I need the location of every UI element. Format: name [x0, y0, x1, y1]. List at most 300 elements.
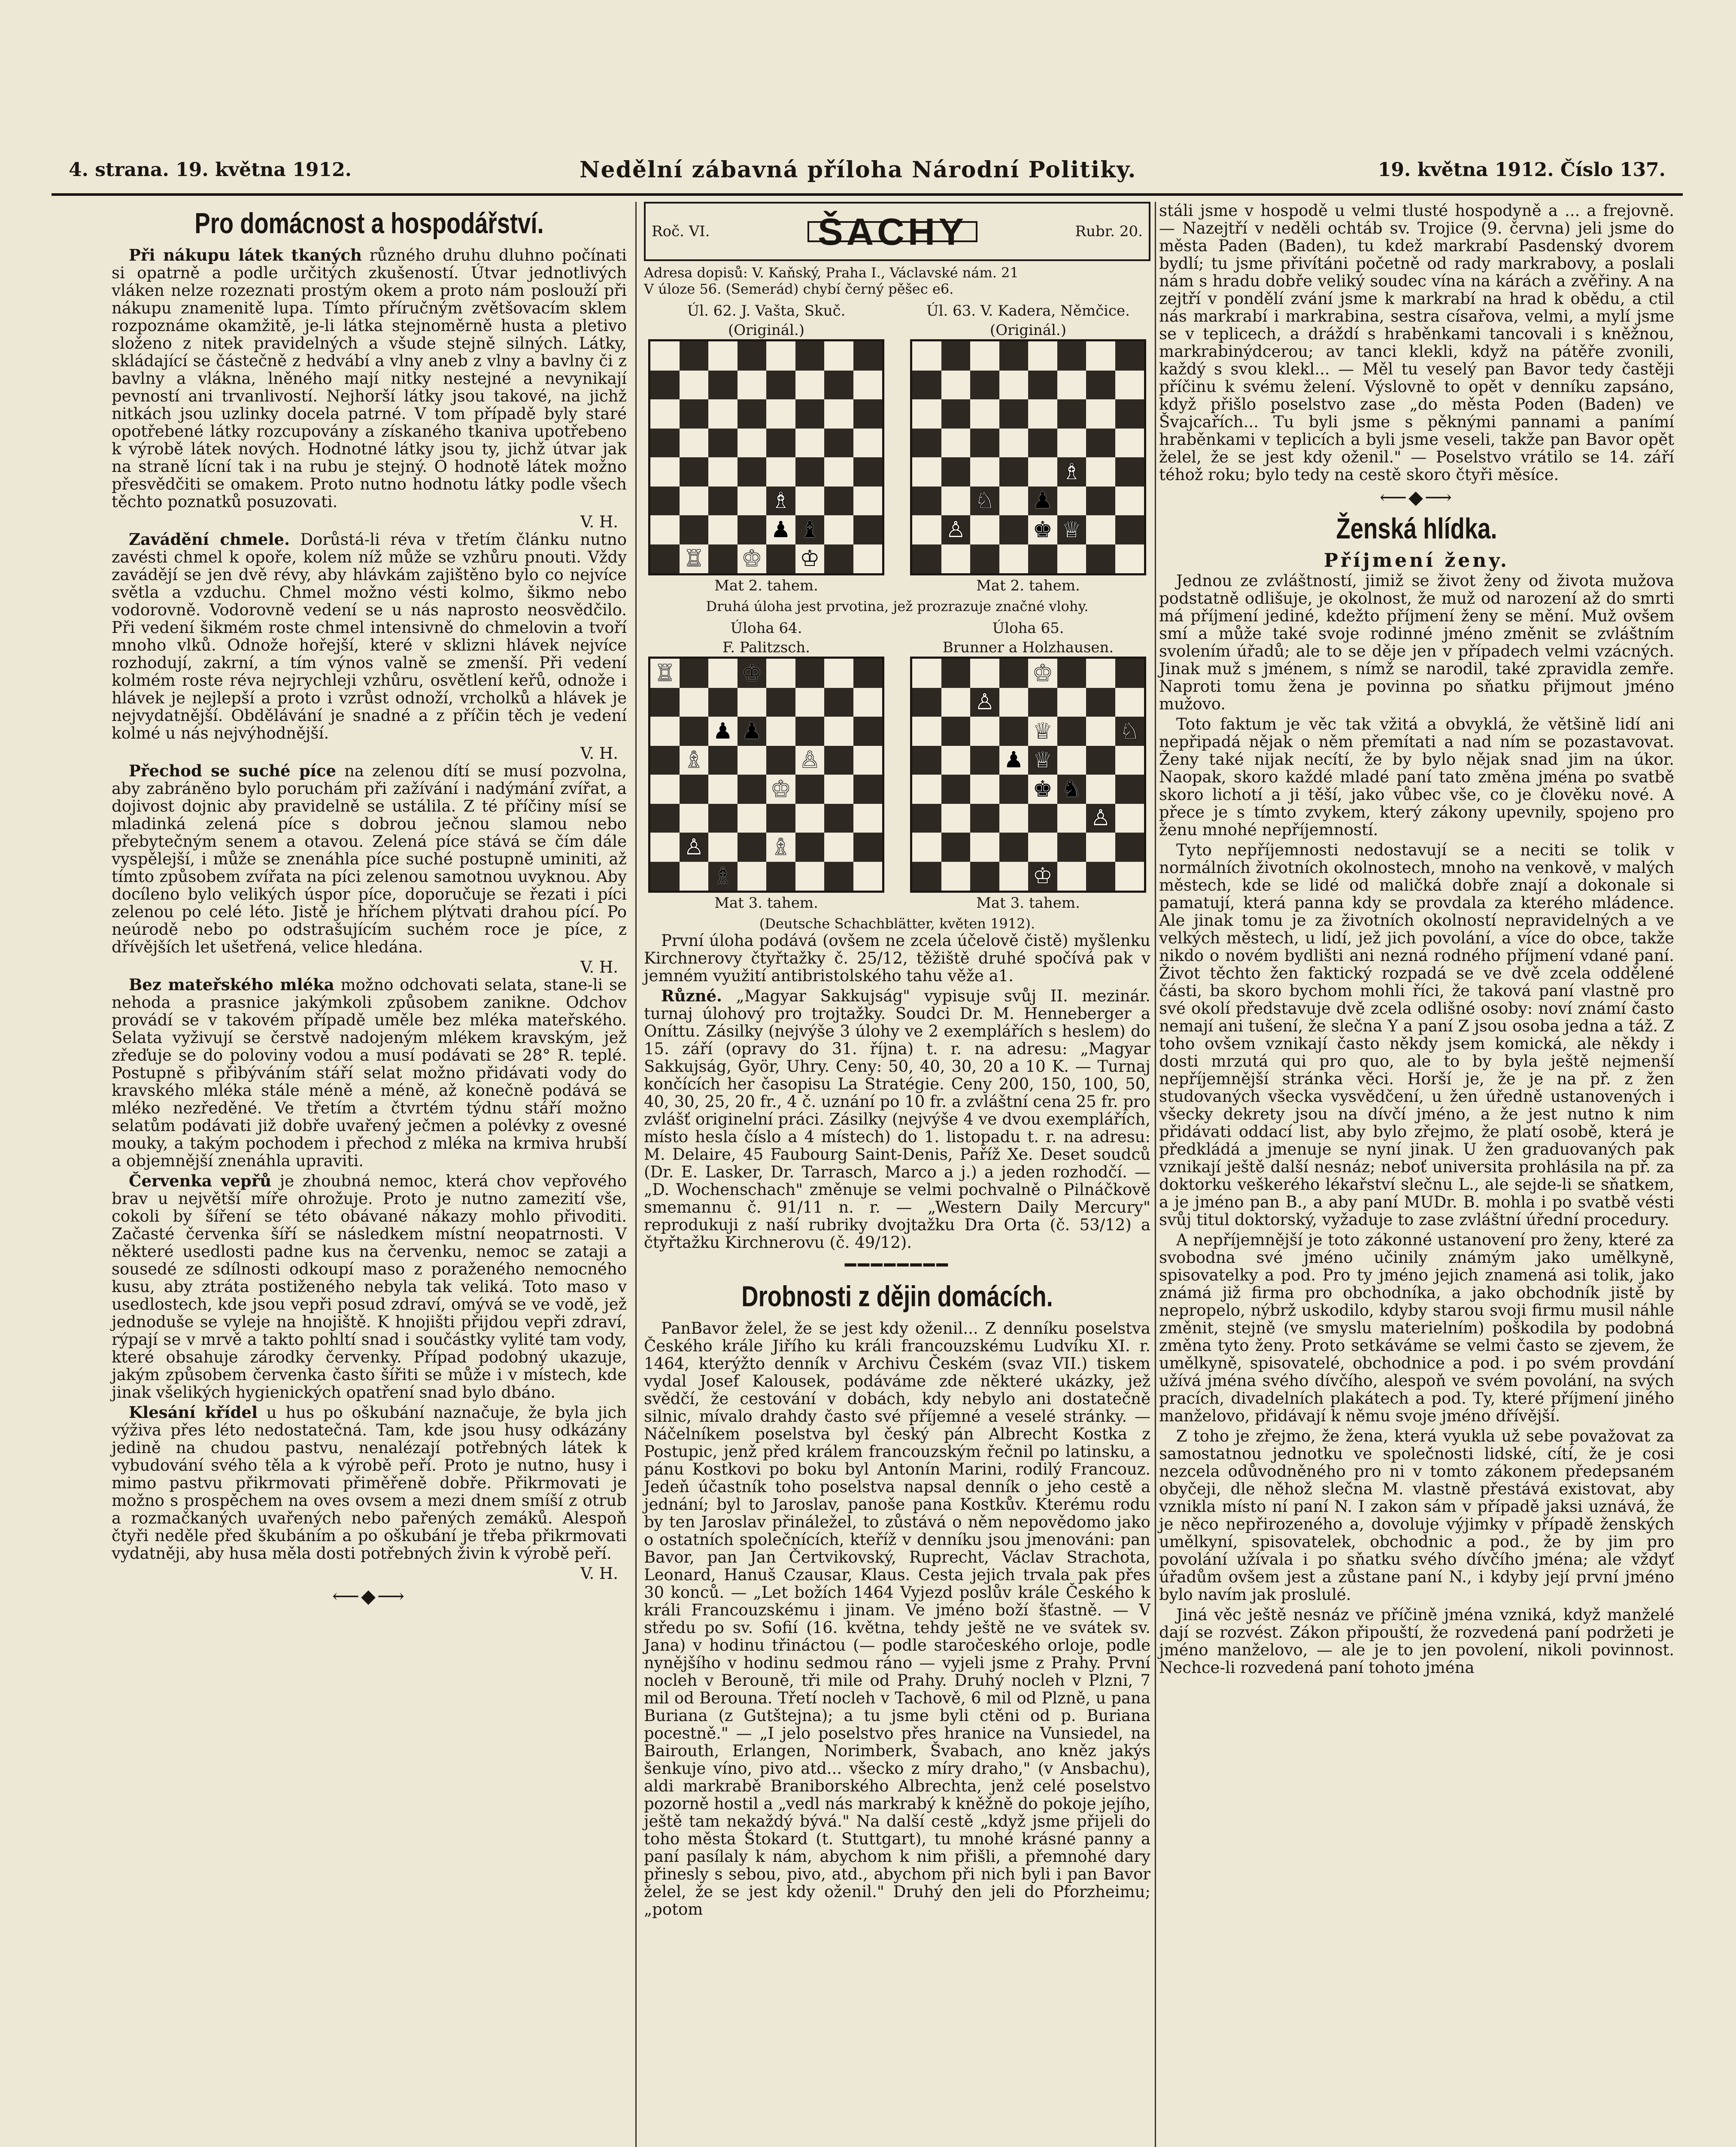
chess-piece-icon: ♟ — [771, 517, 791, 543]
board-square — [708, 341, 737, 371]
board-square — [824, 487, 853, 516]
board-square — [1086, 515, 1115, 544]
board-square — [1086, 659, 1115, 688]
board-square — [824, 775, 853, 804]
problem-63-task: Mat 2. tahem. — [976, 577, 1080, 594]
board-square — [999, 746, 1029, 775]
board-square — [824, 688, 853, 717]
chess-piece-icon: ♚ — [1032, 517, 1053, 543]
board-square — [1057, 833, 1087, 862]
board-square — [1086, 775, 1115, 804]
board-square — [1086, 429, 1115, 458]
board-square — [1028, 659, 1057, 688]
board-square — [650, 775, 680, 804]
chess-piece-icon: ♗ — [1061, 459, 1082, 485]
board-square — [737, 688, 767, 717]
board-square — [1057, 688, 1087, 717]
board-square — [1115, 515, 1144, 544]
board-square — [824, 457, 853, 487]
board-square — [1115, 399, 1144, 429]
board-square — [680, 746, 709, 775]
board-square — [970, 487, 999, 516]
board-square — [766, 371, 795, 400]
board-square — [1057, 399, 1087, 429]
chess-piece-icon: ♕ — [1032, 747, 1053, 773]
problem-63 — [906, 301, 1150, 595]
board-square — [999, 371, 1029, 400]
board-square — [999, 833, 1029, 862]
board-square — [1086, 688, 1115, 717]
problem-62-task: Mat 2. tahem. — [714, 577, 818, 594]
article-fabrics: Při nákupu látek tkaných různého druhu dluhno počínati si opatrně a podle určitých zkušeností. Útvar jednotlivých vláken nelze rozeznati prostým okem a proto nám poslouží při nákupu znamenitě lupa. Tímto příručným zvětšovacím sklem rozpoznáme okamžitě, je-li látka stejnoměrně husta a pletivo složeno z nitek pravidelných a všude stejně silných. Látky, skládající se částečně z hedvábí a vlny aneb z vlny a bavlny či z bavlny a vlákna, lněného mají nitky nestejné a nevynikají pevností ani trvanlivostí. Nejhorší látky jsou takové, na jichž nitkách jsou uzlinky docela patrné. V tom případě byly staré opotřebené látky rozcupovány a získaného tkaniva upotřebeno k výrobě látek nových. Hodnotné látky jsou ty, jichž útvar jak na straně lícní tak i na rubu je stejný. O hodnotě látek možno přesvědčiti se omakem. Proto nutno hodnotu látky podle všech těchto poznatků posuzovati. — [112, 246, 627, 511]
board-square — [766, 717, 795, 746]
board-square — [1028, 717, 1057, 746]
board-square — [970, 399, 999, 429]
problem-64-task: Mat 3. tahem. — [714, 894, 818, 912]
board-square — [999, 399, 1029, 429]
chess-piece-icon: ♗ — [713, 863, 733, 889]
chess-piece-icon: ♔ — [799, 546, 820, 572]
board-square — [708, 862, 737, 891]
womens-paragraph: Z toho je zřejmo, že žena, která vyukla už sebe považovat za samostatnou jednotku ve společnosti lidské, cítí, že je cosi nezcela odůvodněného pro ni v tomto zákonem předepsaném obyčeji, dle něhož slečna M. vlastně přestává existovat, aby vznikla místo ní paní N. I zakon sám v případě jaksi uznává, že je něco nepřirozeného a, dovoluje výjimky v případě ženských umělkyní, spisovatelek, obchodnic a pod., že by jim pro povolání užívala i po sňatku svého dívčího jména; ale vždyť úřadům ovšem jest a zůstane paní N., i kdyby její první jméno bylo navím jak proslulé. — [1159, 1427, 1674, 1604]
board-square — [912, 775, 941, 804]
board-square — [970, 515, 999, 544]
chess-piece-icon: ♝ — [799, 517, 820, 543]
board-square — [1115, 341, 1144, 371]
board-square — [912, 371, 941, 400]
board-square — [853, 775, 883, 804]
column-household — [112, 202, 627, 1610]
board-square — [708, 775, 737, 804]
board-square — [708, 688, 737, 717]
board-square — [999, 775, 1029, 804]
board-square — [1057, 717, 1087, 746]
chess-piece-icon: ♚ — [1032, 776, 1053, 802]
signature: V. H. — [580, 1564, 618, 1583]
womens-paragraph: Toto faktum je věc tak vžitá a obvyklá, že většině lidí ani nepřipadá nějak o něm přemítati a nad ním se pozastavovat. Ženy také nijak necítí, že by bylo nějak snad jim na úkor. Naopak, skoro každé mladé paní tato změna jména po svatbě skoro lichotí a ji těší, jako vůbec vše, co je člověku nové. A přece je s tímto zvykem, který zákony upevnily, spojeno pro ženu mnohé nepříjemností. — [1159, 715, 1674, 839]
board-square — [708, 429, 737, 458]
board-square — [1028, 833, 1057, 862]
board-square — [912, 399, 941, 429]
lead-bold: Přechod se suché píce — [129, 761, 336, 780]
chess-piece-icon: ♘ — [1119, 718, 1140, 744]
board-square — [824, 371, 853, 400]
board-square — [999, 457, 1029, 487]
board-square — [708, 804, 737, 833]
board-square — [941, 775, 971, 804]
board-square — [853, 399, 883, 429]
board-square — [1028, 487, 1057, 516]
chess-rubric: Rubr. 20. — [1075, 222, 1143, 240]
board-square — [795, 429, 825, 458]
chess-piece-icon: ♘ — [974, 488, 995, 514]
board-square — [766, 399, 795, 429]
board-square — [1086, 457, 1115, 487]
board-square — [824, 746, 853, 775]
board-square — [912, 659, 941, 688]
board-square — [1086, 487, 1115, 516]
board-square — [708, 371, 737, 400]
board-square — [999, 429, 1029, 458]
board-square — [766, 659, 795, 688]
board-square — [795, 371, 825, 400]
board-square — [970, 775, 999, 804]
board-square — [1115, 804, 1144, 833]
column-rule-1 — [635, 202, 637, 2147]
board-square — [1028, 688, 1057, 717]
board-square — [1086, 341, 1115, 371]
board-square — [999, 862, 1029, 891]
problem-63-author: Úl. 63. V. Kadera, Němčice. — [926, 302, 1130, 319]
column-womens — [1159, 202, 1674, 1679]
board-square — [853, 746, 883, 775]
board-square — [766, 746, 795, 775]
board-square — [999, 804, 1029, 833]
board-square — [970, 688, 999, 717]
board-square — [680, 515, 709, 544]
board-square — [1028, 515, 1057, 544]
board-square — [824, 833, 853, 862]
board-square — [853, 544, 883, 574]
chess-piece-icon: ♔ — [1032, 660, 1053, 686]
chess-board-64 — [648, 657, 884, 893]
board-square — [999, 341, 1029, 371]
board-square — [999, 544, 1029, 574]
womens-paragraph: Jednou ze zvláštností, jimiž se život ženy od života mužova podstatně odlišuje, je okolnost, že muž od narození až do smrti má příjmení jediné, kdežto příjmení ženy se mění. Muž ovšem smí a může také svoje rodinné jméno změnit se zvláštním svolením úřadů; ale to se děje jen v případech velmi vzácných. Jinak muž s jménem, s nímž se narodil, také zpravidla zemře. Naproti tomu žena je povinna po sňatku přijmout jméno mužovo. — [1159, 572, 1674, 713]
board-square — [1086, 804, 1115, 833]
section-title-womens: Ženská hlídka. — [1336, 512, 1497, 545]
board-square — [1057, 429, 1087, 458]
chess-piece-icon: ♕ — [1032, 718, 1053, 744]
board-square — [650, 457, 680, 487]
board-square — [912, 804, 941, 833]
article-history: PanBavor želel, že se jest kdy oženil... Z denníku poselstva Českého krále Jiřího ku králi francouzskému Ludvíku XI. r. 1464, kterýžto denník v Archivu Českém (svaz VII.) tiskem vydal Josef Kalousek, podáváme zde některé ukázky, jež svědčí, že cestování v dobách, kdy nebylo ani dostatečně silnic, mívalo drahdy často své příjemné a veselé stránky. — Náčelníkem poselstva byl český pán Albrecht Kostka z Postupic, jenž před králem francouzským řečnil po latinsku, a pánu Kostkovi po boku byl Antonín Marini, rodilý Francouz. Jedeň účastník toho poselstva napsal denník o jeho cestě a jednání; byl to Jaroslav, panoše pana Kostkův. Kterému rodu by ten Jaroslav přináležel, to zůstává o něm nepovědomo jako o ostatních společnících, kteříž v denníku jsou jmenováni: pan Bavor, pan Jan Čertvikovský, Ruprecht, Václav Strachota, Leonard, Hanuš Czausar, Klaus. Cesta jejich trvala pak přes 30 konců. — „Let božích 1464 Vyjezd poslův krále Českého k králi Francouzskému i jinam. Ve jméno boží šťastně. — V středu po sv. Sofií (16. května, tehdy ještě ne ve svátek sv. Jana) v hodinu třináctou (— podle staročeského orloje, podle nynějšího v hodinu sedmou ráno — vyjeli jsme z Prahy. První nocleh v Berouně, tři mile od Prahy. Druhý nocleh v Plzni, 7 mil od Berouna. Třetí nocleh v Tachově, 6 mil od Plzně, u pana Buriana (z Gutštejna); a tu jsme byli ctěni od p. Buriana pocestně." — „I jelo poselstvo přes hranice na Vunsiedel, na Bairouth, Erlangen, Norimberk, Švabach, ano kněz jakýs šenkuje víno, pivo atd... všecko z míry draho," (v Ansbachu), aldi markrabě Braniborského Albrechta, jenž celé poselstvo pozorně hostil a „vedl nás markrabý k kněžně do pokoje jejího, ještě tam nekaždý bývá." Na další cestě „když jsme přijeli do toho města Štokard (t. Stuttgart), tu mnohé krásné panny a paní pasílaly k nám, abychom k nim přišli, a přemnohé dary přinesly s sebou, pivo, atd., abychom při nich byli i pan Bavor želel, že se jest kdy oženil." Druhý den jeli do Pforzheimu; „potom — [644, 1319, 1150, 1919]
problem-65-author: Brunner a Holzhausen. — [942, 639, 1114, 656]
board-square — [1086, 862, 1115, 891]
chess-source: (Deutsche Schachblätter, květen 1912). — [759, 915, 1035, 932]
board-square — [1028, 544, 1057, 574]
board-square — [853, 833, 883, 862]
board-square — [941, 399, 971, 429]
board-square — [1028, 457, 1057, 487]
board-square — [766, 487, 795, 516]
board-square — [680, 688, 709, 717]
chess-note: V úloze 56. (Semerád) chybí černý pěšec e6. — [644, 281, 954, 297]
board-square — [941, 862, 971, 891]
problem-64-author: F. Palitzsch. — [722, 639, 810, 656]
board-square — [650, 717, 680, 746]
chess-piece-icon: ♖ — [655, 660, 675, 686]
board-square — [1028, 746, 1057, 775]
board-square — [970, 341, 999, 371]
chess-volume: Roč. VI. — [652, 222, 710, 240]
ornament-divider: ━━━━━━━━ — [845, 1254, 950, 1276]
board-square — [824, 804, 853, 833]
chess-various: Různé. „Magyar Sakkujság" vypisuje svůj II. mezinár. turnaj úlohový pro trojtažky. Soudci Dr. M. Henneberger a Oníttu. Zásilky (nejvýše 3 úlohy ve 2 exemplářích s heslem) do 15. září (opravy do 31. října) t. r. na adresu: „Magyar Sakkujság, Györ, Uhry. Ceny: 50, 40, 30, 20 a 10 K. — Turnaj končících her časopisu La Stratégie. Ceny 200, 150, 100, 50, 40, 30, 25, 20 fr., 4 č. uznání po 10 fr. a zvláštní cena 25 fr. pro zvlášť originelní práci. Zásilky (nejvýše 4 ve dvou exemplářích, místo hesla číslo a 4 místech) do 1. listopadu t. r. na adresu: M. Delaire, 45 Faubourg Saint-Denis, Paříž Xe. Deset soudců (Dr. E. Lasker, Dr. Tarrasch, Marco a j.) a jeden rozhodčí. — „D. Wochenschach" změnuje se velmi pochvalně o Pilnáčkově smemannu č. 91/11 n. r. — „Western Daily Mercury" reprodukuji z naší rubriky dvojtažku Dra Orta (č. 53/12) a čtyřtažku Kirchnerovu (č. 49/12). — [644, 986, 1151, 1252]
board-square — [1086, 544, 1115, 574]
chess-row-2 — [644, 618, 1150, 912]
chess-title: ŠACHY — [807, 221, 977, 242]
chess-piece-icon: ♔ — [741, 660, 762, 686]
board-square — [737, 804, 767, 833]
board-square — [853, 515, 883, 544]
board-square — [1028, 429, 1057, 458]
lead-bold: Bez mateřského mléka — [129, 975, 334, 994]
board-square — [941, 688, 971, 717]
board-square — [1057, 804, 1087, 833]
chess-piece-icon: ♗ — [771, 834, 791, 860]
board-square — [650, 341, 680, 371]
column-rule-2 — [1155, 202, 1156, 2147]
board-square — [737, 746, 767, 775]
problem-62-author: Úl. 62. J. Vašta, Skuč. — [687, 302, 846, 319]
board-square — [650, 429, 680, 458]
board-square — [1115, 487, 1144, 516]
header-center: Nedělní zábavná příloha Národní Politiky. — [580, 157, 1137, 183]
signature: V. H. — [580, 958, 618, 976]
article-piglets: Bez mateřského mléka možno odchovati selata, stane-li se nehoda a prasnice jakýmkoli způsobem zanikne. Odchov provádí se v takovém případě uměle bez mléka mateřského. Selata vyživují se čerstvě nadojeným mlékem kravským, jež zřeďuje se do poloviny vodou a musí podávati se 28° R. teplé. Postupně s přibýváním stáří selat možno přidávati vody do kravského mléka stále méně a méně, až konečně podává se mléko nezředěné. Ve třetím a čtvrtém týdnu stáří možno selatům podávati již dobře uvařený ječmen a polévky z ovesné mouky, a takým pochodem i přechod z mléka na krmiva hrubší a objemnější znenáhla upraviti. — [112, 975, 627, 1170]
chess-piece-icon: ♙ — [799, 747, 820, 773]
board-square — [1115, 544, 1144, 574]
chess-piece-icon: ♙ — [683, 834, 704, 860]
chess-address: Adresa dopisů: V. Kaňský, Praha I., Václavské nám. 21 — [644, 265, 1019, 281]
board-square — [1057, 341, 1087, 371]
board-square — [824, 659, 853, 688]
board-square — [650, 371, 680, 400]
board-square — [650, 515, 680, 544]
chess-piece-icon: ♕ — [1061, 517, 1082, 543]
board-square — [1057, 487, 1087, 516]
board-square — [941, 429, 971, 458]
board-square — [912, 429, 941, 458]
board-square — [680, 833, 709, 862]
board-square — [766, 775, 795, 804]
board-square — [650, 659, 680, 688]
board-square — [941, 804, 971, 833]
header-left: 4. strana. 19. května 1912. — [69, 159, 352, 181]
board-square — [795, 544, 825, 574]
board-square — [1028, 775, 1057, 804]
board-square — [766, 862, 795, 891]
board-square — [941, 717, 971, 746]
board-square — [853, 457, 883, 487]
board-square — [970, 804, 999, 833]
board-square — [650, 804, 680, 833]
signature: V. H. — [580, 744, 618, 763]
board-square — [680, 399, 709, 429]
article-history-continued: stáli jsme v hospodě u velmi tlusté hospodyně a ... a frejovně. — Nazejtří v neděli ochtáb sv. Trojice (9. června) jeli jsme do města Paden (Baden), tu kdež markrabí Pasdenský dvorem bydlí; tu jsme přivítáni početně od rady markrabovy, a poslali nám s hradu dobře veliký soudec vína na kárách a zvěřiny. A na zejtří v pondělí zvání jsme k markrabí na hrad k obědu, a ctil nás markrabí i markrabina, sestra císařova, velmi, a mylí jsme se v teplicech, a dráždí s hraběnkami tancovali i s kněžnou, markrabinýdcerou; av tanci klekli, když na pátěře zvonili, každý s svou klekl... — Měl tu veselý pan Bavor tedy častěji příčinu k svému želení. Výslovně to opět v denníku zapsáno, když přišlo poselstvo zase „do města Poden (Baden) ve Švajcařích... Tu byli jsme s pěknými pannami a panímí hraběnkami v teplicích a byli jsme veseli, takže pan Bavor opět želel, že se jest kdy oženil." — Poselstvo vrátilo se 14. září téhož roku; bylo tedy na cestě skoro čtyři měsíce. — [1159, 201, 1674, 484]
board-square — [970, 717, 999, 746]
board-square — [912, 862, 941, 891]
board-square — [941, 515, 971, 544]
chess-piece-icon: ♟ — [1032, 488, 1053, 514]
board-square — [970, 746, 999, 775]
board-square — [708, 457, 737, 487]
board-square — [853, 371, 883, 400]
chess-piece-icon: ♙ — [1090, 805, 1111, 831]
board-square — [1115, 659, 1144, 688]
chess-piece-icon: ♟ — [713, 718, 733, 744]
board-square — [737, 862, 767, 891]
board-square — [941, 833, 971, 862]
board-square — [970, 862, 999, 891]
womens-paragraph: Jiná věc ještě nesnáz ve příčině jména vzniká, když manželé dají se rozvést. Zákon připouští, že rozvedená paní podržeti je jméno manželovo, — ale je to jen povolení, nikoli povinnost. Nechce-li rozvedená paní tohoto jména — [1159, 1606, 1674, 1677]
board-square — [1086, 746, 1115, 775]
board-square — [737, 429, 767, 458]
lead-bold: Zavádění chmele. — [129, 530, 290, 549]
board-square — [824, 399, 853, 429]
board-square — [680, 341, 709, 371]
chess-comment: Druhá úloha jest prvotina, jež prozrazuje značné vlohy. — [706, 598, 1089, 614]
board-square — [680, 544, 709, 574]
board-square — [1057, 371, 1087, 400]
board-square — [708, 717, 737, 746]
chess-piece-icon: ♞ — [1061, 776, 1082, 802]
board-square — [912, 833, 941, 862]
board-square — [795, 487, 825, 516]
board-square — [1028, 341, 1057, 371]
board-square — [1028, 804, 1057, 833]
board-square — [650, 399, 680, 429]
board-square — [1057, 457, 1087, 487]
board-square — [766, 429, 795, 458]
board-square — [1115, 371, 1144, 400]
board-square — [912, 457, 941, 487]
board-square — [737, 717, 767, 746]
board-square — [1115, 862, 1144, 891]
board-square — [970, 429, 999, 458]
ornament-divider: ⟵◆⟶ — [332, 1585, 406, 1607]
board-square — [1115, 717, 1144, 746]
chess-piece-icon: ♟ — [741, 718, 762, 744]
board-square — [795, 804, 825, 833]
board-square — [708, 399, 737, 429]
board-square — [970, 544, 999, 574]
board-square — [824, 341, 853, 371]
board-square — [795, 341, 825, 371]
article-fodder: Přechod se suché píce na zelenou dítí se musí pozvolna, aby zabráněno bylo poruchám při zažívání i nadýmání zvířat, a dojivost dojnic aby pravidelně se ustálila. Z té příčiny mísí se mladinká zelená píce s dobrou ječnou slamou nebo přebytečným senem a otavou. Zelená píce stává se čím dále vyspělejší, i může se znenáhla píce suché postupně uminiti, až tímto způsobem zvířata na píci zelenou samotnou uvyknou. Aby docíleno bylo velikých úspor píce, doporučuje se řezati i píci zelenou po celé léto. Jistě je hříchem plýtvati drahou pící. Po neúrodě nebo po odstrašujícím suchém roce je píce, z dřívějších let ušetřená, velice hledána. — [112, 761, 627, 956]
board-square — [795, 833, 825, 862]
article-subtitle: Příjmení ženy. — [1323, 550, 1510, 572]
board-square — [1115, 775, 1144, 804]
board-square — [795, 515, 825, 544]
board-square — [737, 775, 767, 804]
board-square — [853, 659, 883, 688]
board-square — [737, 544, 767, 574]
board-square — [680, 429, 709, 458]
section-title-history: Drobnosti z dějin domácích. — [741, 1280, 1053, 1313]
board-square — [1086, 399, 1115, 429]
board-square — [1057, 775, 1087, 804]
problem-62-origin: (Originál.) — [728, 322, 805, 339]
board-square — [766, 341, 795, 371]
board-square — [680, 457, 709, 487]
board-square — [680, 717, 709, 746]
board-square — [999, 717, 1029, 746]
board-square — [941, 659, 971, 688]
board-square — [650, 544, 680, 574]
problem-65-label: Úloha 65. — [992, 620, 1064, 637]
board-square — [650, 833, 680, 862]
board-square — [766, 804, 795, 833]
board-square — [795, 688, 825, 717]
board-square — [737, 341, 767, 371]
board-square — [824, 717, 853, 746]
chess-piece-icon: ♔ — [771, 776, 791, 802]
board-square — [970, 457, 999, 487]
board-square — [824, 862, 853, 891]
board-square — [1057, 544, 1087, 574]
board-square — [650, 487, 680, 516]
board-square — [853, 862, 883, 891]
board-square — [708, 487, 737, 516]
chess-piece-icon: ♗ — [683, 747, 704, 773]
board-square — [737, 833, 767, 862]
board-square — [824, 429, 853, 458]
board-square — [680, 659, 709, 688]
chess-piece-icon: ♗ — [771, 488, 791, 514]
board-square — [1115, 833, 1144, 862]
board-square — [941, 746, 971, 775]
board-square — [853, 341, 883, 371]
chess-header — [644, 202, 1150, 261]
section-title-household: Pro domácnost a hospodářství. — [194, 207, 544, 240]
board-square — [1115, 457, 1144, 487]
board-square — [999, 515, 1029, 544]
board-square — [853, 688, 883, 717]
board-square — [737, 487, 767, 516]
signature: V. H. — [580, 513, 618, 531]
chess-piece-icon: ♙ — [974, 689, 995, 715]
board-square — [912, 341, 941, 371]
board-square — [766, 688, 795, 717]
board-square — [650, 688, 680, 717]
page-header — [52, 146, 1683, 196]
chess-piece-icon: ♖ — [683, 546, 704, 572]
article-geese: Klesání křídel u hus po oškubání naznačuje, že byla jich výživa přes léto nedostatečná. Tam, kde jsou husy odkázány jedině na chudou pastvu, nenalézají potřebných látek k vybudování svého těla a k výrobě peří. Proto je nutno, husy i mimo pastvu přikrmovati přiměřeně dobře. Přikrmovati je možno s prospěchem na oves ovsem a mezi dnem smíší z otrub a rozmačkaných uvařených nebo pařených zemáků. Alespoň čtyři neděle před škubáním a po oškubání je třeba přikrmovati vydatněji, aby husa měla dosti potřebných živin k výrobě peří. — [112, 1403, 627, 1563]
board-square — [737, 371, 767, 400]
board-square — [912, 515, 941, 544]
board-square — [795, 457, 825, 487]
board-square — [912, 487, 941, 516]
board-square — [650, 862, 680, 891]
board-square — [1086, 371, 1115, 400]
board-square — [999, 487, 1029, 516]
header-right: 19. května 1912. Číslo 137. — [1378, 159, 1666, 181]
column-chess — [644, 202, 1150, 1921]
lead-bold: Různé. — [661, 986, 722, 1005]
problem-63-origin: (Originál.) — [989, 322, 1067, 339]
board-square — [1115, 746, 1144, 775]
board-square — [853, 804, 883, 833]
article-hops: Zavádění chmele. Dorůstá-li réva v třetím článku nutno zavésti chmel k opoře, kolem níž může se vzhůru pnouti. Vždy zavádějí se jen dvě révy, aby hlávkám zajištěno bylo co nejvíce světla a vzduchu. Chmel možno vésti kolmo, šikmo nebo vodorovně. Vodorovně vedení se u nás naprosto neosvědčilo. Při vedení šikmém roste chmel intensivně do chmelovin a tvoří mnoho vlků. Odnože hořejší, které v sklizni hlávek nejvíce rozhodují, zakrní, a tím výnos valně se zmenší. Při vedení kolmém roste réva nejrychleji vzhůru, osvětlení keřů, odnože i hlávek je nejlepší a proto i vzrůst odnoží, vrcholků a hlávek je nejvydatnější. Obdělávání je snadné a z příčin těch je vedení kolmé u nás nejvýhodnější. — [112, 530, 627, 742]
board-square — [1086, 833, 1115, 862]
board-square — [766, 544, 795, 574]
problem-62 — [644, 301, 889, 595]
chess-piece-icon: ♔ — [1032, 863, 1053, 889]
board-square — [1057, 515, 1087, 544]
board-square — [941, 371, 971, 400]
board-square — [912, 717, 941, 746]
board-square — [999, 659, 1029, 688]
board-square — [912, 544, 941, 574]
board-square — [853, 487, 883, 516]
board-square — [766, 833, 795, 862]
board-square — [708, 833, 737, 862]
board-square — [1028, 371, 1057, 400]
board-square — [912, 746, 941, 775]
problem-65 — [906, 618, 1150, 912]
